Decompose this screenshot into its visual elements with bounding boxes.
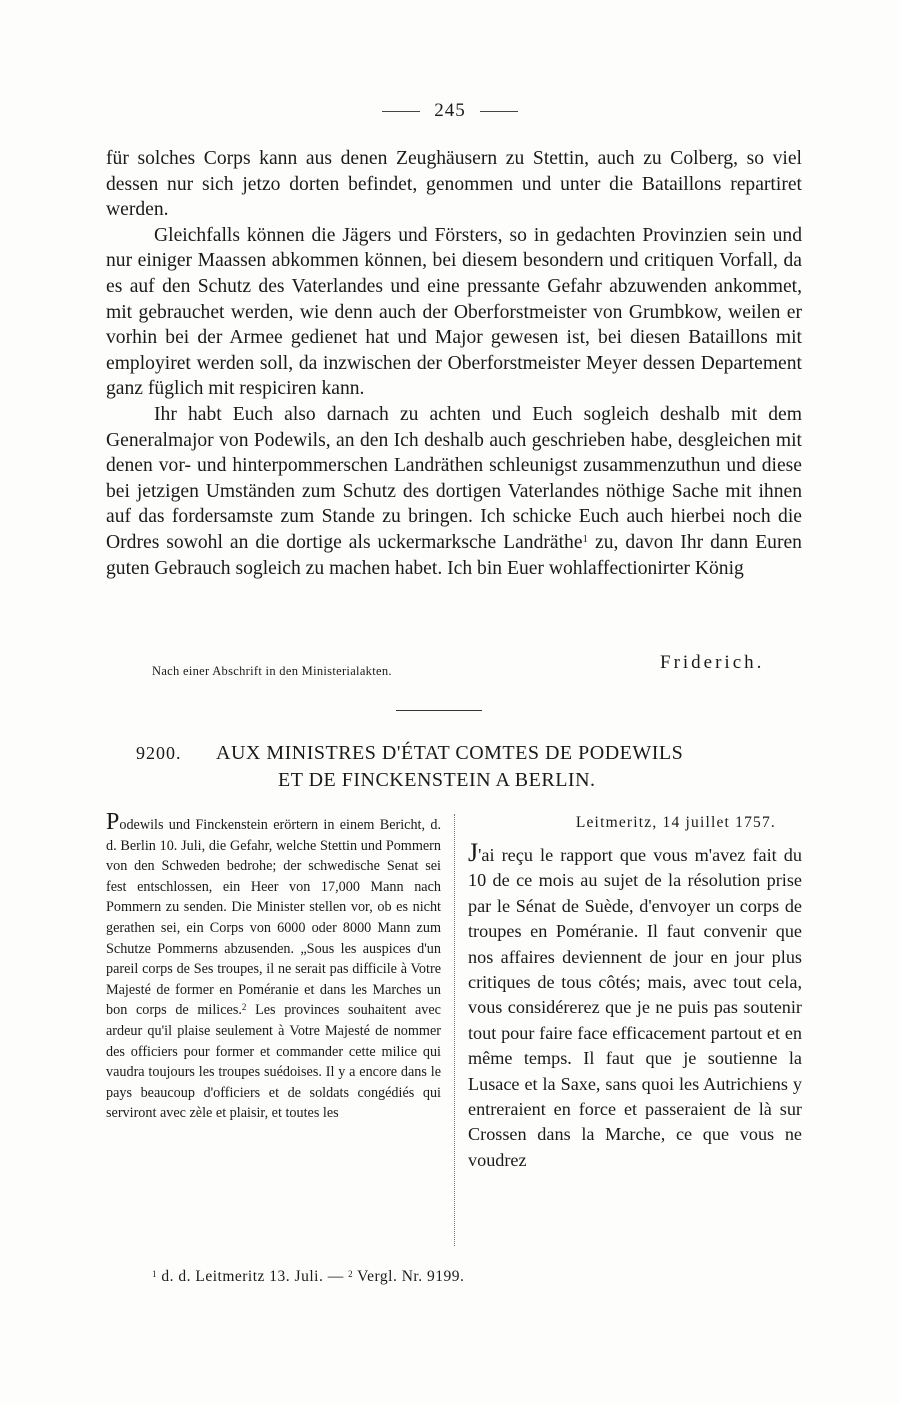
header-dash-left xyxy=(382,111,420,112)
footnote-ref-2: 2 xyxy=(241,1002,247,1013)
summary-body-continued: Les provinces souhaitent avec ardeur qu'il plaise seulement à Votre Majesté de nommer des officiers pour former et commander cette milice qui vaudra toujours les troupes suédoises. Il y a encore dans le pays beaucoup d'officiers et de soldats congédiés qui serviront avec zèle et plaisir, et toutes les xyxy=(106,1002,441,1122)
paragraph-3-text-end: zu, davon Ihr dann Euren guten Gebrauch sogleich zu machen habet. Ich bin Euer wohlaffectionirter König xyxy=(106,531,802,579)
footnote-ref-1: 1 xyxy=(582,532,589,545)
footnotes xyxy=(152,1268,464,1286)
summary-text xyxy=(106,809,441,1124)
paragraph-3 xyxy=(106,402,802,581)
document-title-line-1: AUX MINISTRES D'ÉTAT COMTES DE PODEWILS xyxy=(216,742,684,764)
dateline: Leitmeritz, 14 juillet 1757. xyxy=(575,814,776,831)
footnote-mark-1: 1 xyxy=(152,1269,157,1279)
paragraph-3-text: Ihr habt Euch also darnach zu achten und Euch sogleich deshalb mit dem Generalmajor von Podewils, an den Ich deshalb auch geschrieben habe, desgleichen mit denen vor- und hinterpommerschen Landräthen schleunigst zusammenzuthun und diese bei jetzigen Umständen zum Schutz des dortigen Vaterlandes nöthige Sache mit ihnen auf das fordersamste zum Stande zu bringen. Ich schicke Euch auch hierbei noch die Ordres sowohl an die dortige als uckermarksche Landräthe xyxy=(106,403,802,553)
page-number: 245 xyxy=(434,100,466,121)
section-divider xyxy=(396,710,482,711)
paragraph-2: Gleichfalls können die Jägers und Försters, so in gedachten Provinzien sein und nur einiger Maassen abkommen können, bei diesem besondern und critiquen Vorfall, da es auf den Schutz des Vaterlandes und eine pressante Gefahr abzuwenden ankommet, mit gebrauchet werden, wie denn auch der Oberforstmeister von Grumbkow, weilen er vorhin bei der Armee gedienet hat und Major gewesen ist, bei diesen Bataillons mit employiret werden soll, da inzwischen der Oberforstmeister Meyer dessen Departement ganz füglich mit respiciren kann. xyxy=(106,224,802,400)
letter-body: 'ai reçu le rapport que vous m'avez fait du 10 de ce mois au sujet de la résolution prise par le Sénat de Suède, d'envoyer un corps de troupes en Poméranie. Il faut convenir que nos affaires deviennent de jour en jour plus critiques de tous côtés; mais, avec tout cela, vous considérerez que je ne puis pas soutenir tout pour faire face efficacement partout et en même temps. Il faut que je soutienne la Lusace et la Saxe, sans quoi les Autrichiens y entreraient en force et passeraient de là sur Crossen dans la Marche, ce que vous ne voudrez xyxy=(468,845,802,1170)
letter-text xyxy=(468,840,802,1173)
document-title-line-2: ET DE FINCKENSTEIN A BERLIN. xyxy=(278,769,596,791)
document-number: 9200. xyxy=(136,743,182,763)
footnote-mark-2: 2 xyxy=(348,1269,354,1279)
header-dash-right xyxy=(480,111,518,112)
column-divider xyxy=(454,814,455,1246)
footnote-2: Vergl. Nr. 9199. xyxy=(353,1268,465,1285)
letter-continuation xyxy=(106,146,802,581)
letter-column xyxy=(468,812,802,1173)
signature: Friderich. xyxy=(660,652,765,673)
letter-initial: J xyxy=(468,838,479,867)
summary-body: odewils und Finckenstein erörtern in einem Bericht, d. d. Berlin 10. Juli, die Gefahr, welche Stettin und Pommern von den Schweden bedrohe; der schwedische Senat sei fest entschlossen, ein Heer von 17,000 Mann nach Pommern zu senden. Die Minister stellen vor, ob es nicht gerathen sei, ein Corps von 6000 oder 8000 Mann zum Schutze Pommerns abzusenden. „Sous les auspices d'un pareil corps de Ses troupes, il ne serait pas difficile à Votre Majesté de former en Poméranie et dans les Marches un bon corps de milices. xyxy=(106,817,441,1019)
source-note: Nach einer Abschrift in den Ministerialakten. xyxy=(152,664,392,678)
page-header xyxy=(0,100,900,122)
paragraph-1: für solches Corps kann aus denen Zeughäusern zu Stettin, auch zu Colberg, so viel dessen nur sich jetzo dorten befindet, genommen und unter die Bataillons repartiret werden. xyxy=(106,148,802,221)
footnote-1: d. d. Leitmeritz 13. Juli. — xyxy=(157,1268,349,1285)
summary-initial: P xyxy=(106,809,120,835)
summary-column xyxy=(106,809,441,1124)
